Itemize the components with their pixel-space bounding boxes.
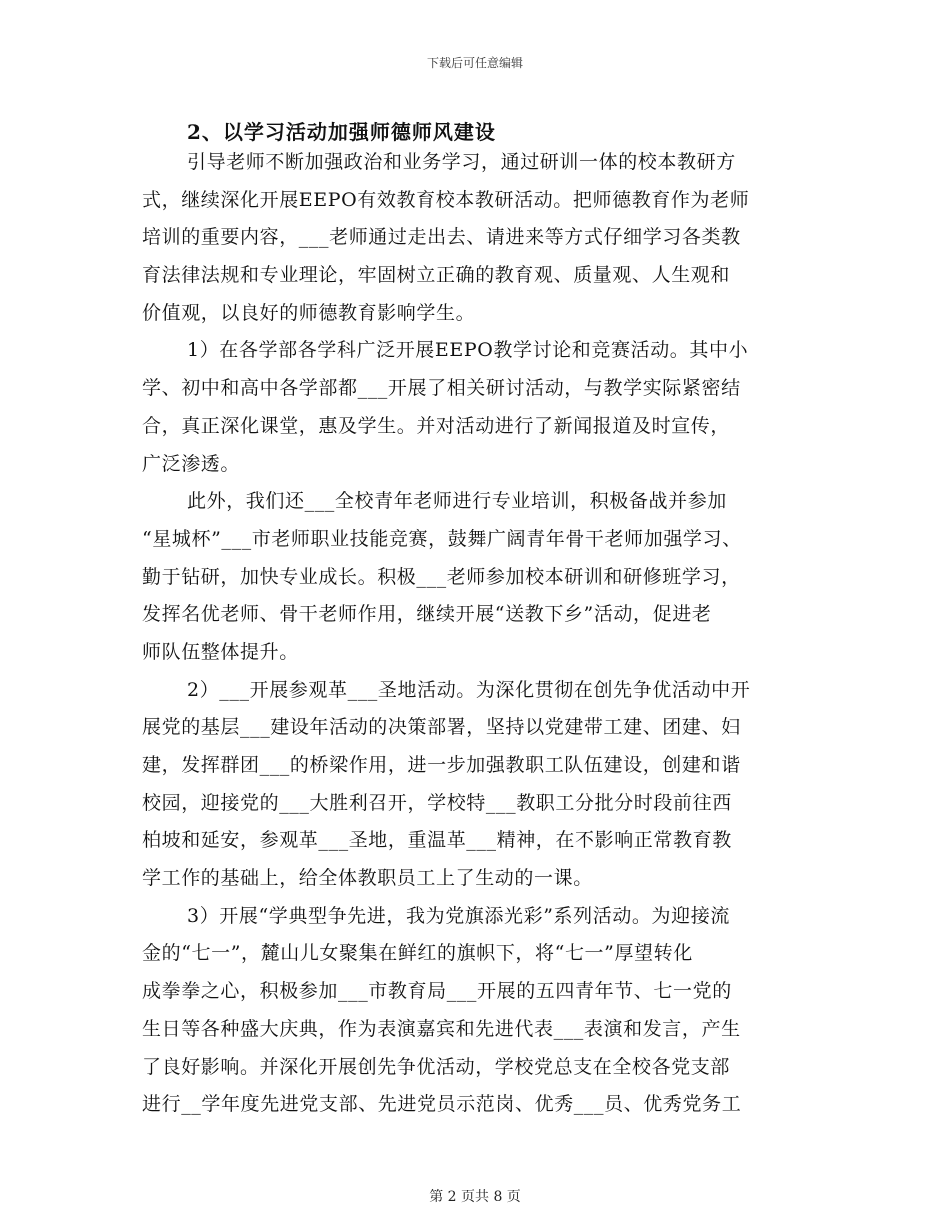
body-line: 勤于钻研，加快专业成长。积极___老师参加校本研训和研修班学习，	[142, 565, 741, 588]
body-line: 校园，迎接党的___大胜利召开，学校特___教职工分批分时段前往西	[142, 791, 732, 814]
document-body	[142, 144, 822, 1124]
body-line: 广泛渗透。	[142, 452, 241, 475]
body-line: 培训的重要内容，___老师通过走出去、请进来等方式仔细学习各类教	[142, 226, 741, 249]
body-line: 引导老师不断加强政治和业务学习，通过研训一体的校本教研方	[187, 151, 736, 173]
body-line: 此外，我们还___全校青年老师进行专业培训，积极备战并参加	[187, 490, 727, 513]
body-line: 展党的基层___建设年活动的决策部署，坚持以党建带工建、团建、妇	[142, 716, 741, 739]
body-line: 育法律法规和专业理论，牢固树立正确的教育观、质量观、人生观和	[142, 264, 731, 287]
body-line: 进行__学年度先进党支部、先进党员示范岗、优秀___员、优秀党务工	[142, 1093, 742, 1116]
body-line: 1）在各学部各学科广泛开展EEPO教学讨论和竞赛活动。其中小	[187, 339, 749, 362]
body-line: 师队伍整体提升。	[142, 640, 299, 663]
body-line: 3）开展“学典型争先进，我为党旗添光彩”系列活动。为迎接流	[187, 904, 730, 927]
body-line: 式，继续深化开展EEPO有效教育校本教研活动。把师德教育作为老师	[142, 188, 750, 211]
page-header-note: 下载后可任意编辑	[426, 56, 523, 70]
body-line: 了良好影响。并深化开展创先争优活动，学校党总支在全校各党支部	[142, 1055, 731, 1078]
body-line: “星城杯”___市老师职业技能竞赛，鼓舞广阔青年骨干老师加强学习、	[142, 527, 742, 550]
body-line: 发挥名优老师、骨干老师作用，继续开展“送教下乡”活动，促进老	[142, 603, 712, 626]
body-line: 成拳拳之心，积极参加___市教育局___开展的五四青年节、七一党的	[142, 980, 732, 1003]
page-number-footer: 第 2 页共 8 页	[429, 1189, 521, 1205]
body-line: 建，发挥群团___的桥梁作用，进一步加强教职工队伍建设，创建和谐	[142, 754, 741, 776]
body-line: 柏坡和延安，参观革___圣地，重温革___精神，在不影响正常教育教	[142, 829, 732, 852]
body-line: 2）___开展参观革___圣地活动。为深化贯彻在创先争优活动中开	[187, 678, 751, 701]
body-line: 金的“七一”，麓山儿女聚集在鲜红的旗帜下，将“七一”厚望转化	[142, 942, 693, 965]
body-line: 学工作的基础上，给全体教职员工上了生动的一课。	[142, 867, 593, 890]
body-line: 价值观，以良好的师德教育影响学生。	[142, 301, 476, 324]
section-heading: 2、以学习活动加强师德师风建设	[187, 120, 496, 144]
body-line: 合，真正深化课堂，惠及学生。并对活动进行了新闻报道及时宣传，	[142, 414, 731, 437]
body-line: 生日等各种盛大庆典，作为表演嘉宾和先进代表___表演和发言，产生	[142, 1017, 741, 1040]
body-line: 学、初中和高中各学部都___开展了相关研讨活动，与教学实际紧密结	[142, 377, 741, 400]
